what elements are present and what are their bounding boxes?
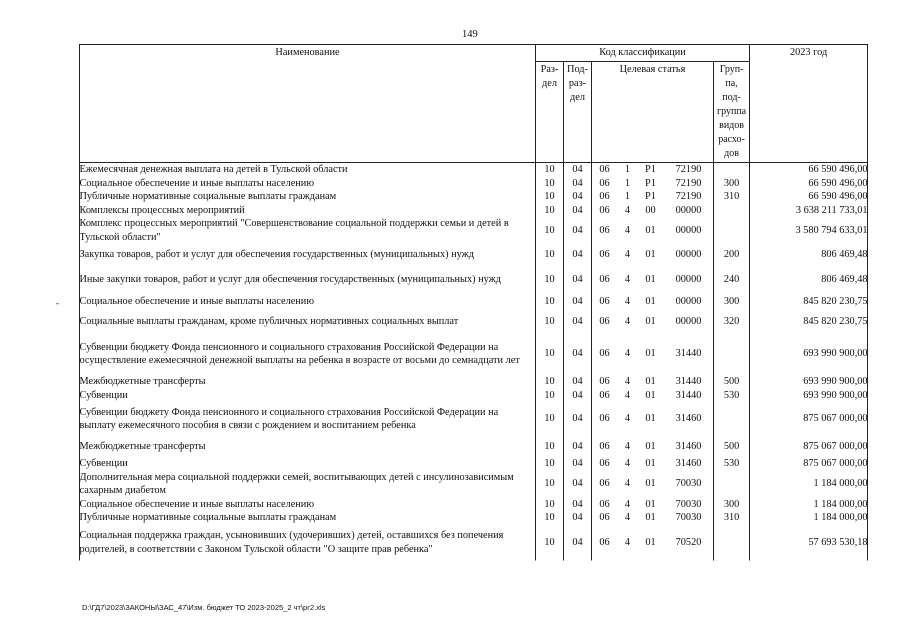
budget-table [79, 44, 868, 561]
row-amount: 1 184 000,00 [813, 512, 868, 523]
row-podrazdel: 04 [572, 164, 583, 175]
row-target-type: 4 [624, 536, 631, 548]
row-razdel: 10 [544, 413, 555, 425]
row-amount: 693 990 900,00 [803, 389, 868, 401]
row-name: Социальные выплаты гражданам, кроме публичных нормативных социальных выплат [79, 316, 459, 328]
row-podrazdel: 04 [572, 389, 583, 401]
row-target-subprogram: P1 [645, 191, 656, 202]
row-amount: 693 990 900,00 [803, 376, 868, 387]
row-target-subprogram: 01 [645, 296, 656, 308]
row-podrazdel: 04 [572, 204, 583, 216]
row-expense-group: 310 [723, 191, 740, 202]
row-target-type: 4 [624, 376, 631, 387]
row-podrazdel: 04 [572, 458, 583, 469]
table-row [80, 163, 868, 177]
row-target-program: 06 [599, 204, 610, 216]
row-razdel: 10 [544, 296, 555, 308]
row-razdel: 10 [544, 224, 555, 236]
row-razdel: 10 [544, 204, 555, 216]
row-target-direction: 00000 [675, 249, 702, 261]
row-razdel: 10 [544, 316, 555, 328]
row-target-direction: 31460 [675, 458, 702, 469]
row-razdel: 10 [544, 458, 555, 469]
row-target-direction: 70030 [675, 478, 702, 490]
row-target-subprogram: 01 [645, 478, 656, 490]
row-name: Межбюджетные трансферты [79, 440, 206, 452]
row-amount: 845 820 230,75 [803, 296, 868, 308]
row-target-subprogram: 01 [645, 316, 656, 328]
row-target-type: 1 [624, 191, 631, 202]
row-podrazdel: 04 [572, 224, 583, 236]
row-razdel: 10 [544, 191, 555, 202]
row-name: Закупка товаров, работ и услуг для обеспечения государственных (муниципальных) нужд [79, 249, 474, 261]
row-amount: 66 590 496,00 [808, 191, 868, 202]
header-razdel: Раз- дел [536, 62, 564, 163]
row-expense-group [714, 471, 750, 498]
row-razdel: 10 [544, 478, 555, 490]
row-target-program: 06 [599, 224, 610, 236]
row-name: Социальное обеспечение и иные выплаты населению [79, 296, 315, 308]
row-razdel: 10 [544, 164, 555, 175]
row-amount: 57 693 530,18 [808, 536, 868, 548]
row-target-direction: 00000 [675, 273, 702, 285]
row-target-direction: 70030 [675, 512, 702, 523]
row-expense-group [714, 163, 750, 177]
row-amount: 806 469,48 [821, 249, 868, 261]
row-podrazdel: 04 [572, 376, 583, 387]
row-target-subprogram: 01 [645, 458, 656, 469]
row-target-direction: 31460 [675, 440, 702, 452]
row-target-subprogram: 01 [645, 376, 656, 387]
table-row [80, 266, 868, 293]
table-row [80, 457, 868, 471]
row-expense-group [714, 204, 750, 218]
row-target-subprogram: 01 [645, 536, 656, 548]
row-name: Субвенции [79, 458, 128, 469]
row-name: Субвенции [79, 389, 128, 401]
header-name: Наименование [80, 45, 536, 163]
row-razdel: 10 [544, 440, 555, 452]
row-amount: 66 590 496,00 [808, 164, 868, 175]
row-target-program: 06 [599, 512, 610, 523]
row-target-type: 4 [624, 316, 631, 328]
row-target-subprogram: 01 [645, 413, 656, 425]
row-podrazdel: 04 [572, 296, 583, 308]
row-name: Публичные нормативные социальные выплаты гражданам [79, 191, 337, 202]
row-amount: 3 580 794 633,01 [795, 224, 868, 236]
row-amount: 845 820 230,75 [803, 316, 868, 328]
row-target-direction: 72190 [675, 164, 702, 175]
row-expense-group [714, 525, 750, 561]
row-target-type: 4 [624, 249, 631, 261]
row-name: Субвенции бюджету Фонда пенсионного и социального страхования Российской Федерации на выплату ежемесячного пособия в связи с рождением и воспитанием ребенка [79, 406, 499, 431]
row-target-program: 06 [599, 177, 610, 189]
table-row [80, 375, 868, 389]
footer-file-path: D:\ГД7\2023\ЗАКОНЫ\ЗАС_47\Изм. бюджет ТО 2023-2025_2 чт\рг2.xls [82, 603, 326, 612]
row-podrazdel: 04 [572, 478, 583, 490]
table-row [80, 525, 868, 561]
row-target-program: 06 [599, 536, 610, 548]
header-group: Груп- па, под- группа видов расхо- дов [714, 62, 750, 163]
row-razdel: 10 [544, 376, 555, 387]
header-podrazdel: Под- раз- дел [564, 62, 592, 163]
row-podrazdel: 04 [572, 348, 583, 360]
row-podrazdel: 04 [572, 191, 583, 202]
row-expense-group: 300 [723, 296, 740, 308]
row-target-type: 4 [624, 498, 631, 510]
row-target-program: 06 [599, 389, 610, 401]
row-expense-group: 240 [723, 273, 740, 285]
row-expense-group [714, 217, 750, 244]
row-podrazdel: 04 [572, 498, 583, 510]
row-razdel: 10 [544, 273, 555, 285]
row-podrazdel: 04 [572, 249, 583, 261]
row-name: Ежемесячная денежная выплата на детей в Тульской области [79, 164, 348, 175]
row-target-subprogram: P1 [645, 177, 656, 189]
row-target-subprogram: 01 [645, 440, 656, 452]
row-amount: 693 990 900,00 [803, 348, 868, 360]
row-razdel: 10 [544, 348, 555, 360]
row-amount: 66 590 496,00 [808, 177, 868, 189]
row-target-program: 06 [599, 316, 610, 328]
page-number: 149 [462, 29, 478, 40]
row-target-type: 1 [624, 164, 631, 175]
row-target-direction: 31440 [675, 348, 702, 360]
row-target-subprogram: 01 [645, 389, 656, 401]
row-target-direction: 72190 [675, 177, 702, 189]
row-target-direction: 00000 [675, 296, 702, 308]
row-name: Социальное обеспечение и иные выплаты населению [79, 498, 315, 510]
row-razdel: 10 [544, 389, 555, 401]
table-row [80, 436, 868, 457]
row-expense-group [714, 333, 750, 375]
row-name: Субвенции бюджету Фонда пенсионного и социального страхования Российской Федерации на осуществление ежемесячной денежной выплаты на ребенка в возрасте от восьми до семнадцати лет [79, 341, 520, 366]
row-expense-group: 500 [723, 376, 740, 387]
row-target-program: 06 [599, 249, 610, 261]
row-target-type: 4 [624, 389, 631, 401]
row-target-type: 4 [624, 273, 631, 285]
row-podrazdel: 04 [572, 440, 583, 452]
row-target-type: 4 [624, 478, 631, 490]
row-target-program: 06 [599, 440, 610, 452]
table-row [80, 498, 868, 512]
row-target-subprogram: 01 [645, 498, 656, 510]
row-razdel: 10 [544, 249, 555, 261]
row-target-direction: 00000 [675, 224, 702, 236]
row-target-subprogram: P1 [645, 164, 656, 175]
row-target-program: 06 [599, 413, 610, 425]
row-amount: 806 469,48 [821, 273, 868, 285]
margin-mark: - [56, 298, 59, 308]
row-expense-group: 310 [723, 512, 740, 523]
row-expense-group: 200 [723, 249, 740, 261]
row-target-direction: 70030 [675, 498, 702, 510]
row-target-program: 06 [599, 376, 610, 387]
row-target-subprogram: 01 [645, 273, 656, 285]
row-target-program: 06 [599, 498, 610, 510]
row-amount: 875 067 000,00 [803, 458, 868, 469]
row-target-direction: 31440 [675, 376, 702, 387]
row-amount: 875 067 000,00 [803, 440, 868, 452]
row-target-type: 4 [624, 296, 631, 308]
row-razdel: 10 [544, 512, 555, 523]
row-amount: 875 067 000,00 [803, 413, 868, 425]
row-target-program: 06 [599, 191, 610, 202]
table-row [80, 190, 868, 204]
row-target-type: 1 [624, 177, 631, 189]
row-name: Межбюджетные трансферты [79, 376, 206, 387]
row-expense-group: 300 [723, 498, 740, 510]
row-target-type: 4 [624, 440, 631, 452]
row-target-subprogram: 01 [645, 512, 656, 523]
row-podrazdel: 04 [572, 536, 583, 548]
row-name: Иные закупки товаров, работ и услуг для обеспечения государственных (муниципальных) нужд [79, 273, 502, 285]
table-row [80, 217, 868, 244]
row-target-type: 4 [624, 204, 631, 216]
row-target-direction: 70520 [675, 536, 702, 548]
row-podrazdel: 04 [572, 413, 583, 425]
table-row [80, 177, 868, 191]
row-target-direction: 00000 [675, 316, 702, 328]
row-expense-group [714, 402, 750, 436]
row-target-direction: 72190 [675, 191, 702, 202]
row-expense-group: 530 [723, 458, 740, 469]
table-row [80, 311, 868, 333]
row-name: Дополнительная мера социальной поддержки семей, воспитывающих детей с инсулинозависимым сахарным диабетом [79, 471, 514, 496]
header-target: Целевая статья [592, 62, 714, 163]
row-amount: 3 638 211 733,01 [795, 204, 868, 216]
row-podrazdel: 04 [572, 316, 583, 328]
row-target-program: 06 [599, 164, 610, 175]
header-row-top [80, 45, 868, 62]
row-target-direction: 31460 [675, 413, 702, 425]
row-name: Социальная поддержка граждан, усыновивших (удочеривших) детей, оставшихся без попечения родителей, в соответствии с Законом Тульской области "О защите прав ребенка" [79, 530, 504, 555]
row-target-type: 4 [624, 224, 631, 236]
row-podrazdel: 04 [572, 177, 583, 189]
row-expense-group: 500 [723, 440, 740, 452]
row-name: Публичные нормативные социальные выплаты гражданам [79, 512, 337, 523]
row-target-type: 4 [624, 458, 631, 469]
row-target-direction: 00000 [675, 204, 702, 216]
row-expense-group: 530 [723, 389, 740, 401]
table-row [80, 293, 868, 311]
row-target-subprogram: 01 [645, 249, 656, 261]
row-amount: 1 184 000,00 [813, 478, 868, 490]
header-year: 2023 год [750, 45, 868, 163]
table-row [80, 471, 868, 498]
row-target-subprogram: 01 [645, 224, 656, 236]
row-target-subprogram: 00 [645, 204, 656, 216]
row-target-subprogram: 01 [645, 348, 656, 360]
row-target-program: 06 [599, 273, 610, 285]
header-code-group: Код классификации [536, 45, 750, 62]
row-expense-group: 300 [723, 177, 740, 189]
row-amount: 1 184 000,00 [813, 498, 868, 510]
row-podrazdel: 04 [572, 512, 583, 523]
row-name: Комплекс процессных мероприятий "Совершенствование социальной поддержки семьи и детей в Тульской области" [79, 218, 509, 243]
table-row [80, 244, 868, 266]
row-target-direction: 31440 [675, 389, 702, 401]
row-podrazdel: 04 [572, 273, 583, 285]
table-row [80, 402, 868, 436]
table-row [80, 389, 868, 403]
row-razdel: 10 [544, 177, 555, 189]
table-row [80, 204, 868, 218]
table-row [80, 333, 868, 375]
row-target-program: 06 [599, 348, 610, 360]
row-name: Социальное обеспечение и иные выплаты населению [79, 177, 315, 189]
row-target-type: 4 [624, 413, 631, 425]
row-razdel: 10 [544, 498, 555, 510]
row-target-type: 4 [624, 512, 631, 523]
row-target-program: 06 [599, 296, 610, 308]
row-expense-group: 320 [723, 316, 740, 328]
row-target-program: 06 [599, 478, 610, 490]
row-target-type: 4 [624, 348, 631, 360]
row-target-program: 06 [599, 458, 610, 469]
table-row [80, 511, 868, 525]
row-name: Комплексы процессных мероприятий [79, 204, 245, 216]
row-razdel: 10 [544, 536, 555, 548]
